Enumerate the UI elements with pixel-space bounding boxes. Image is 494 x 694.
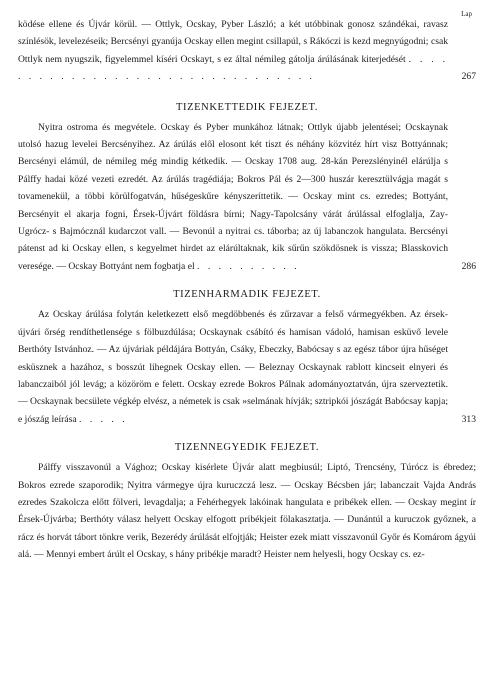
- page-number: 267: [461, 71, 476, 83]
- entry-text: Nyitra ostroma és megvétele. Ocskay és Pyber munkához látnak; Ottlyk újabb jelentései; Ocskaynak utolsó hazug levelei Bercsényihez. Az árúlás elől elosont két tiszt és néhány közvitéz hírt visz Bottyánnak; Bercsényi elámúl, de némileg még mindig kétkedik. — Ocskay 1708 aug. 28-kán Perezslényinél elárúlja s Pálffy hadai közé vezeti ezredét. Az árúlás tragédiája; Bokros Pál és 2—300 huszár keresztülvágja magát s tovamenekül, a többi körülfogatván, hűségeskűre kényszeríttetik. — Ocskay mint cs. ezredes; Bottyánt, Bercsényit el akarja fogni, Érsek-Újvárt földásra bírni; Nagy-Tapolcsány várát árúlással elfoglalja, Zay-Ugrócz- s Bajmócznál kudarczot vall. — Bevonúl a nyitrai cs. táborba; az új labanczok hangulata. Bercsényi pátenst ad ki Ocskay ellen, s kegyelmet hirdet az elárúltaknak, kik sűrűn szökdösnek is vissza; Blasskovich veresége. — Ocskay Bottyánt nem fogbatja el: [18, 121, 448, 272]
- leader-dots: . . . . . . . . . . . . . . . . . . . . . . . . . . . . . . . .: [18, 53, 449, 83]
- leader-dots: . . . . .: [79, 413, 128, 425]
- page-number: 313: [461, 413, 476, 425]
- chapter-title: TIZENNEGYEDIK FEJEZET.: [174, 442, 320, 454]
- page-column-label: Lap: [461, 10, 472, 18]
- entry-text: ködése ellene és Újvár körül. — Ottlyk, Ocskay, Pyber László; a két utóbbinak gonosz szándékai, ravasz színlésök, levelezéseik; Bercsényi gyanúja Ocskay ellen megint csillapúl, s Rákóczi is kezd megnyúgodni; csak Ottlyk nem nyugszik, figyelemmel kíséri Ocskayt, s ez által némileg gátolja árúlásának kiterjedését: [18, 19, 448, 65]
- toc-entry: [18, 459, 476, 563]
- section-12: [18, 100, 476, 276]
- entry-text: Az Ocskay árúlása folytán keletkezett első megdöbbenés és zűrzavar a felső vármegyékben. Az érsek-újvári őrség rendíthetlensége s fölbuzdúlása; Ocskaynak csábító és hamisan vádoló, hamisan esküvő levele Berthóty Istvánhoz. — Az újváriak példájára Bottyán, Csáky, Ebeczky, Babócsay s az egész tábor újra hűséget esküsznek a hazához, s bosszút lihegnek Ocskay ellen. — Beleznay Ocskaynak rablott kincseit elnyeri és labanczaiból jól levág; a közöröm e felett. Ocskay ezrede Bokros Pálnak adományoztatván, újra szerveztetik. — Ocskaynak becsülete végkép elvész, a németek is csak »selmának hívják; sztripkói jószágát Babócsay kapja; e jószág leírása: [18, 309, 448, 425]
- section-14: [18, 440, 476, 563]
- section-13: [18, 287, 476, 428]
- toc-entry: [18, 119, 476, 276]
- entry-text: Pálffy visszavonúl a Vághoz; Ocskay kisérlete Újvár alatt megbiusúl; Liptó, Trencsény, Túrócz is ébredez; Bokros ezrede szaporodik; Nyitra vármegye újra kuruczczá lesz. — Ocskay Bécsben jár; labanczait Vajda András ezredes Szakolcza előtt fölveri, levagdalja; a Fehérhegyek lakóinak hangulata e pribékek ellen. — Ocskay megint ír Érsek-Újvárba; Berthóty válasz helyett Ocskay elfogott pribékjeit fölakasztatja. — Dunántúl a kuruczok győznek, a rácz és horvát tábort tönkre verik, Bezerédy árúlását elfojtják; Heister ezek miatt visszavonúl Győr és Komárom ágyúi alá. — Mennyi embert árúlt el Ocskay, s hány pribékje maradt? Heister nem helyesli, hogy Ocskay cs. ez-: [18, 462, 476, 561]
- chapter-title: TIZENHARMADIK FEJEZET.: [173, 289, 321, 301]
- toc-entry: [18, 16, 476, 86]
- page-number: 286: [461, 260, 476, 272]
- document-page: [18, 8, 476, 564]
- chapter-title: TIZENKETTEDIK FEJEZET.: [176, 101, 318, 113]
- toc-entry: [18, 306, 476, 428]
- leader-dots: . . . . . . . . . .: [197, 260, 300, 272]
- section-continuation: [18, 16, 476, 86]
